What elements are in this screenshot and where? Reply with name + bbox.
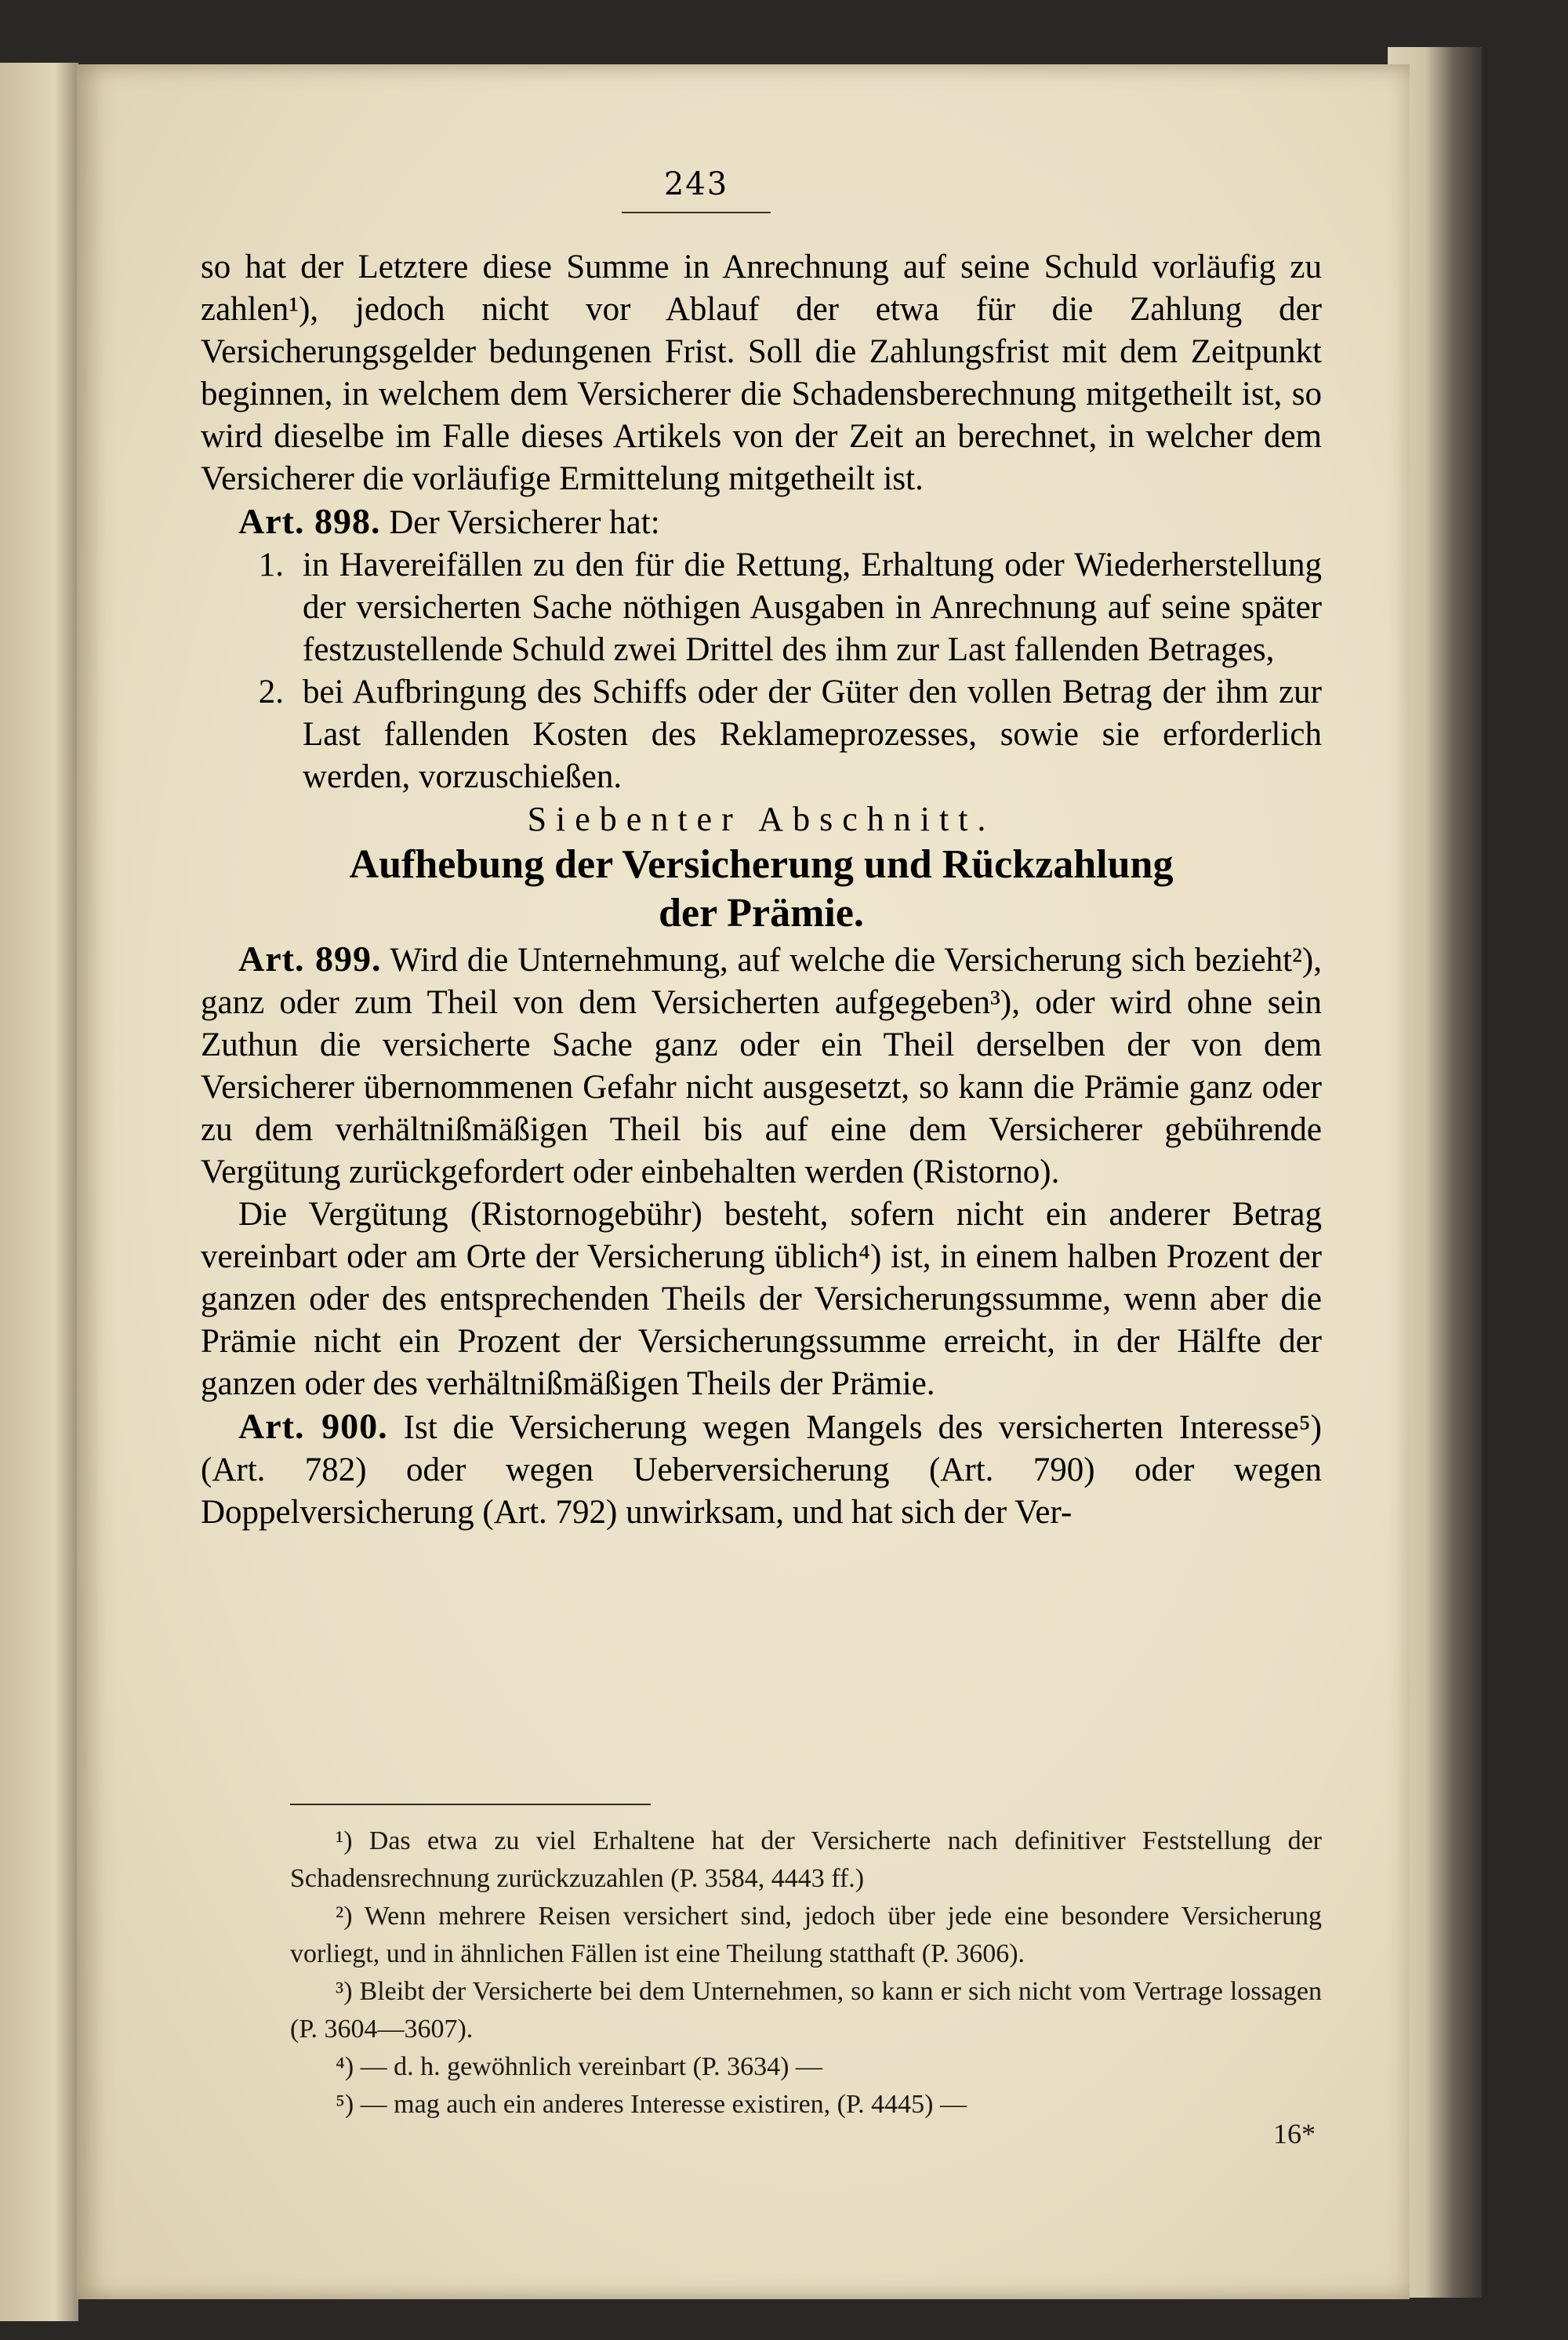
- art-898-lead: Der Versicherer hat:: [389, 504, 660, 541]
- left-page-edge: [0, 63, 78, 2321]
- footnote-2: ²) Wenn mehrere Reisen versichert sind, jedoch über jede eine besondere Versicherung vorliegt, und in ähnlichen Fällen ist eine Theilung statthaft (P. 3606).: [290, 1902, 1322, 1968]
- section-label: Siebenter Abschnitt.: [527, 800, 996, 838]
- page-number: 243: [663, 166, 729, 202]
- art-898-list: [201, 544, 1322, 798]
- list-item-number: 2.: [258, 674, 284, 710]
- footnotes: [290, 1822, 1322, 2124]
- art-900-label: Art. 900.: [238, 1406, 388, 1446]
- list-item: [201, 671, 1322, 798]
- intro-paragraph: so hat der Letztere diese Summe in Anrechnung auf seine Schuld vorläufig zu zahlen¹), jedoch nicht vor Ablauf der etwa für die Zahlung der Versicherungsgelder bedungenen Frist. Soll die Zahlungsfrist mit dem Zeitpunkt beginnen, in welchem dem Versicherer die Schadensberechnung mitgetheilt ist, so wird dieselbe im Falle dieses Artikels von der Zeit an berechnet, in welcher dem Versicherer die vorläufige Ermittelung mitgetheilt ist.: [201, 249, 1322, 497]
- page-number-rule: [622, 212, 771, 213]
- section-heading-line-2: der Prämie.: [659, 891, 864, 936]
- list-item: [201, 544, 1322, 671]
- footnote-4: ⁴) — d. h. gewöhnlich vereinbart (P. 3634) —: [336, 2052, 822, 2081]
- footnote-5: ⁵) — mag auch ein anderes Interesse existiren, (P. 4445) —: [336, 2090, 967, 2119]
- art-899-paragraph: [201, 938, 1322, 1194]
- footnote-1: ¹) Das etwa zu viel Erhaltene hat der Versicherte nach definitiver Feststellung der Schadensrechnung zurückzuzahlen (P. 3584, 4443 ff.): [290, 1826, 1322, 1893]
- art-899-paragraph-2: Die Vergütung (Ristornogebühr) besteht, sofern nicht ein anderer Betrag vereinbart oder am Orte der Versicherung üblich⁴) ist, in einem halben Prozent der ganzen oder des entsprechenden Theils der Versicherungssumme, wenn aber die Prämie nicht ein Prozent der Versicherungssumme erreicht, in der Hälfte der ganzen oder des verhältnißmäßigen Theils der Prämie.: [201, 1196, 1322, 1402]
- list-item-text: bei Aufbringung des Schiffs oder der Güter den vollen Betrag der ihm zur Last fallenden Kosten des Reklameprozesses, sowie sie erforderlich werden, vorzuschießen.: [303, 674, 1322, 795]
- book-page: [77, 64, 1410, 2299]
- list-item-text: in Havereifällen zu den für die Rettung, Erhaltung oder Wiederherstellung der versicherten Sache nöthigen Ausgaben in Anrechnung auf seine später festzustellende Schuld zwei Drittel des ihm zur Last fallenden Betrages,: [303, 547, 1322, 668]
- list-item-number: 1.: [258, 547, 284, 583]
- art-898-paragraph: [201, 500, 1322, 544]
- footnote-3: ³) Bleibt der Versicherte bei dem Unternehmen, so kann er sich nicht vom Vertrage lossagen (P. 3604—3607).: [290, 1977, 1322, 2044]
- signature-mark: 16*: [1273, 2118, 1316, 2149]
- art-900-text: Ist die Versicherung wegen Mangels des versicherten Interesse⁵) (Art. 782) oder wegen Ueberversicherung (Art. 790) oder wegen Doppelversicherung (Art. 792) unwirksam, und hat sich der Ver-: [201, 1409, 1322, 1531]
- section-heading: [201, 841, 1322, 938]
- art-899-label: Art. 899.: [238, 939, 382, 979]
- main-text: [201, 246, 1322, 1534]
- footnote-rule: [290, 1804, 651, 1805]
- art-899-text: Wird die Unternehmung, auf welche die Versicherung sich bezieht²), ganz oder zum Theil von dem Versicherten aufgegeben³), oder wird ohne sein Zuthun die versicherte Sache ganz oder ein Theil derselben der von dem Versicherer übernommenen Gefahr nicht ausgesetzt, so kann die Prämie ganz oder zu dem verhältnißmäßigen Theil bis auf eine dem Versicherer gebührende Vergütung zurückgefordert oder einbehalten werden (Ristorno).: [201, 942, 1322, 1190]
- art-900-paragraph: [201, 1405, 1322, 1534]
- section-heading-line-1: Aufhebung der Versicherung und Rückzahlung: [349, 842, 1174, 887]
- art-898-label: Art. 898.: [238, 501, 381, 541]
